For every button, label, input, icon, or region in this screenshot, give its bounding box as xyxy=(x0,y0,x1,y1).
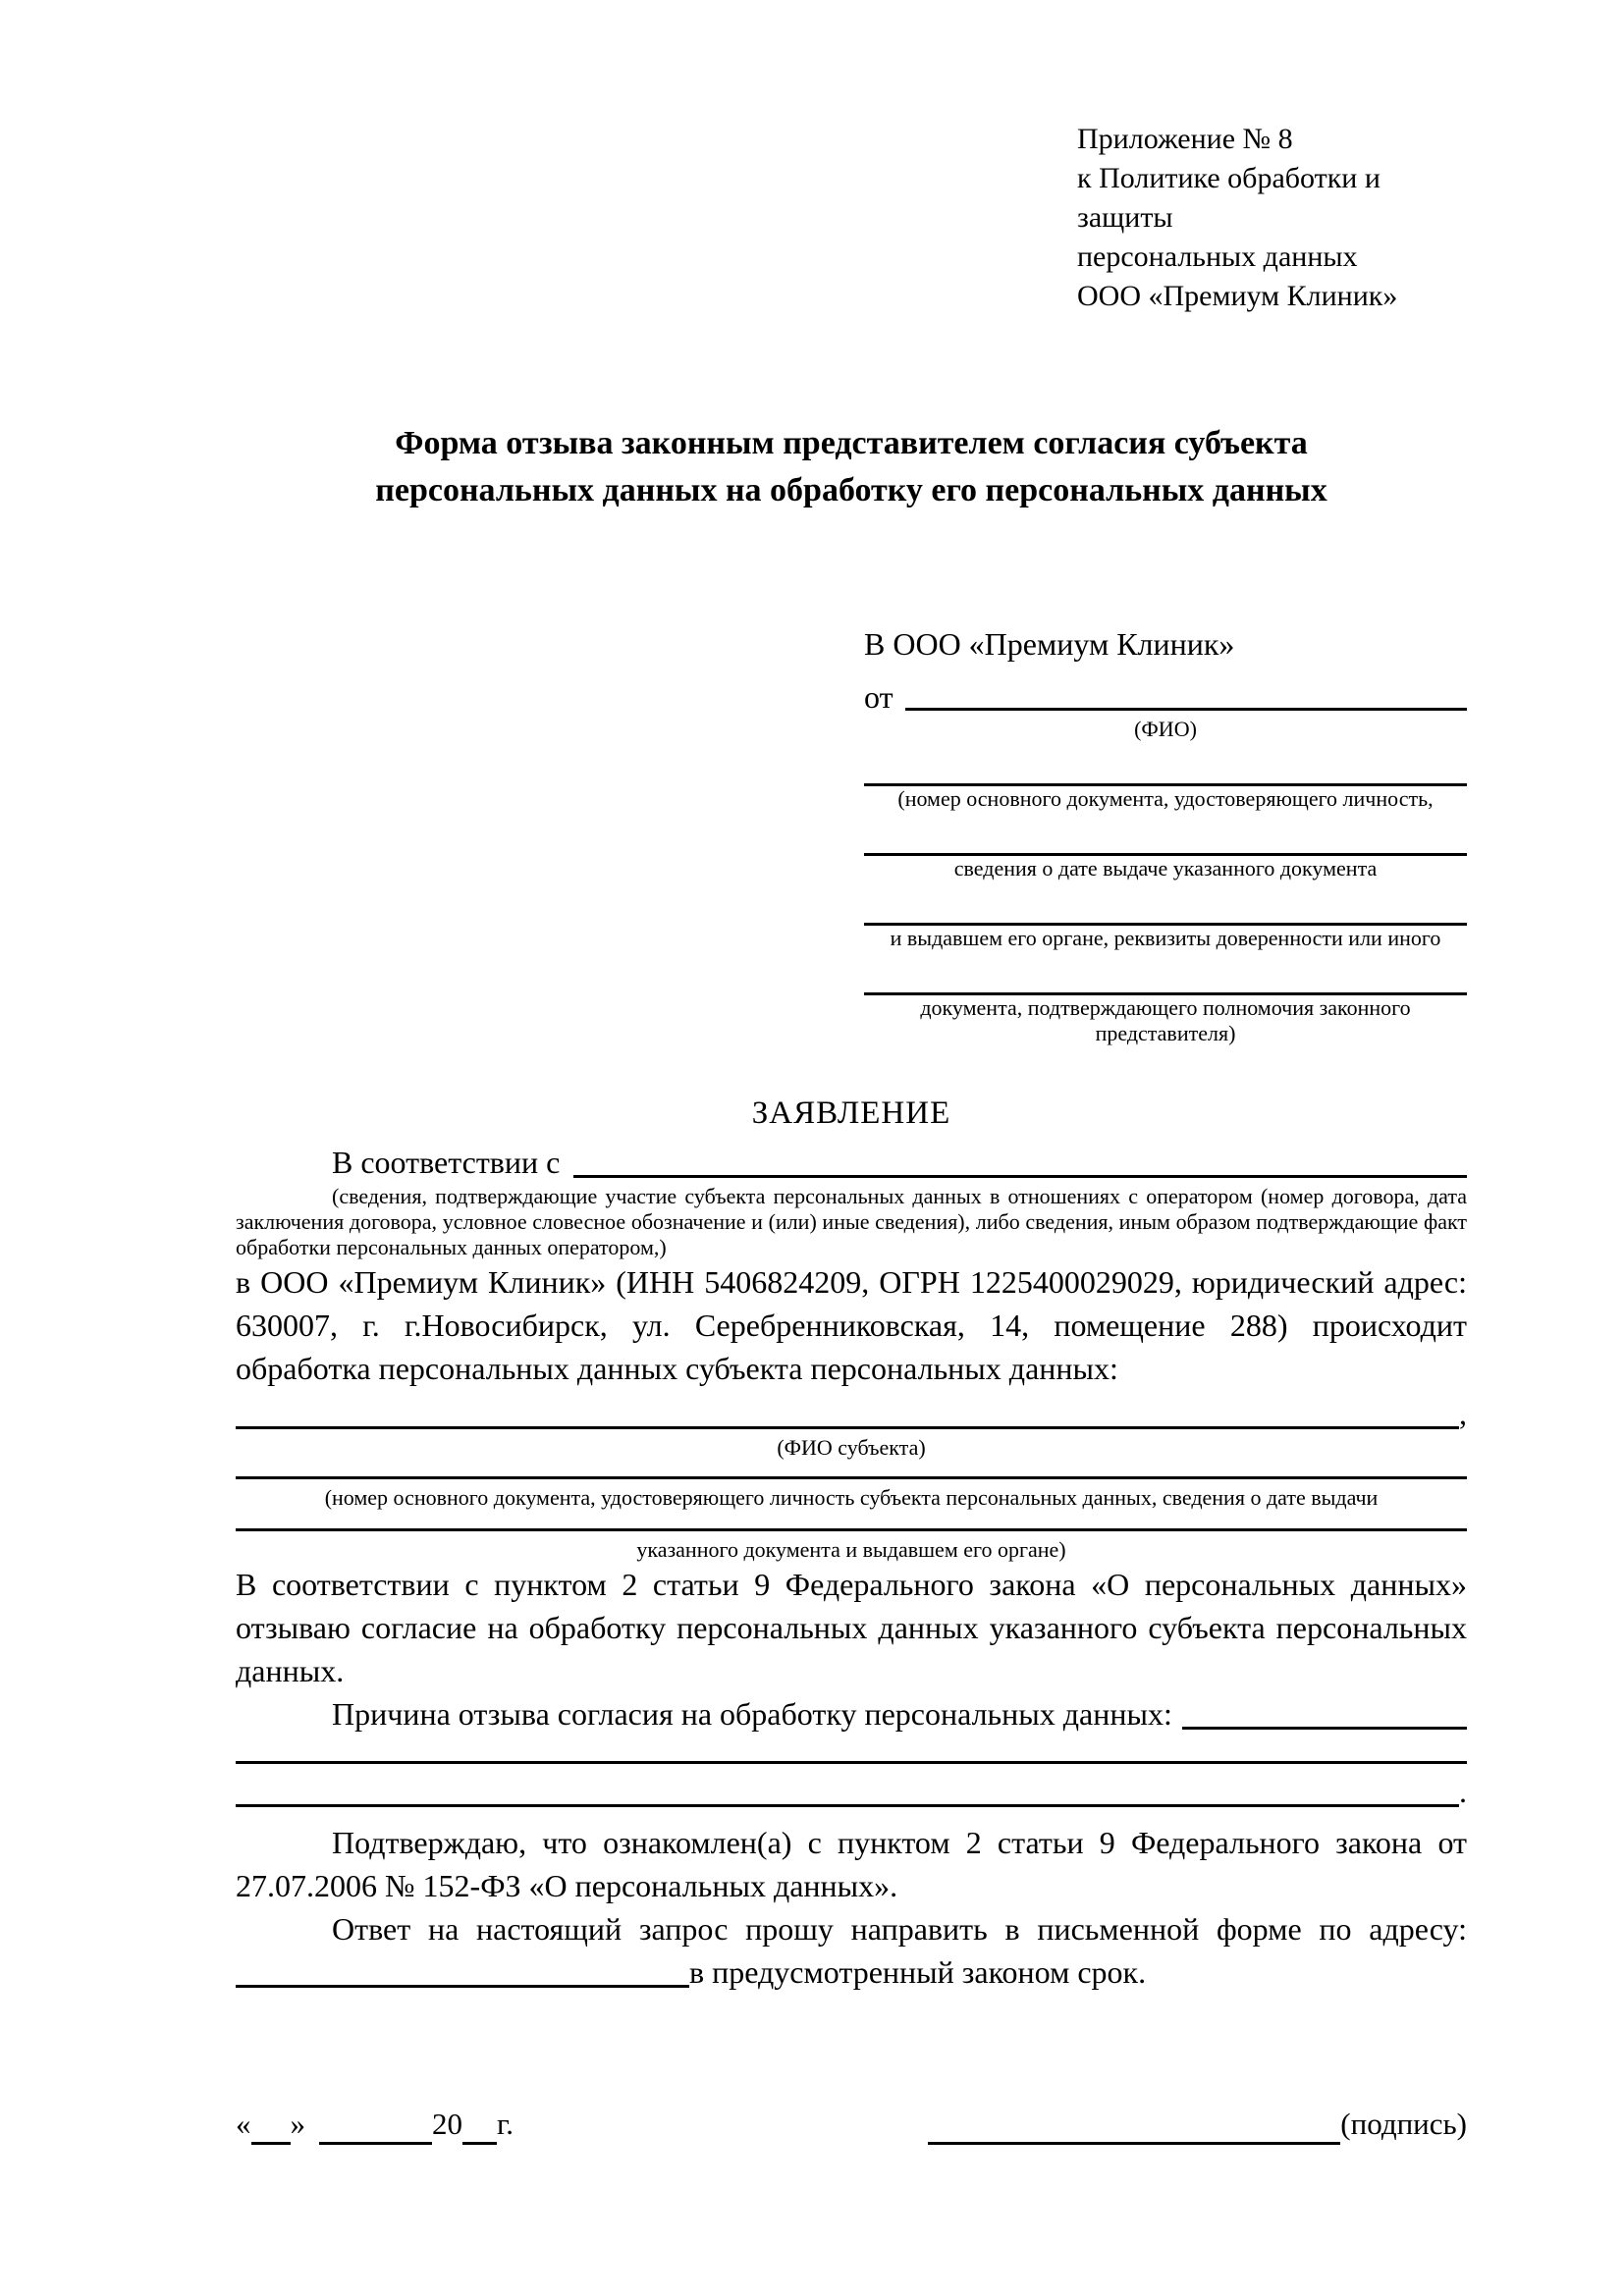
date-field xyxy=(236,2104,514,2145)
subject-doc-field-2 xyxy=(236,1528,1467,1537)
date-year-blank xyxy=(462,2104,497,2145)
signature-caption: (подпись) xyxy=(1340,2107,1467,2141)
subject-name-caption: (ФИО субъекта) xyxy=(777,1435,926,1460)
appendix-line: Приложение № 8 xyxy=(1077,123,1293,155)
from-field xyxy=(864,677,1467,717)
confirmation-paragraph: Подтверждаю, что ознакомлен(а) с пунктом 2 статьи 9 Федерального закона от 27.07.2006 № 152-ФЗ «О персональных данных». xyxy=(236,1825,1467,1903)
withdrawal-paragraph: В соответствии с пунктом 2 статьи 9 Федерального закона «О персональных данных» отзываю согласие на обработку персональных данных указанного субъекта персональных данных. xyxy=(236,1567,1467,1688)
from-blank-line xyxy=(905,708,1467,711)
trailing-period: . xyxy=(1459,1774,1467,1809)
date-close-quote: » xyxy=(290,2107,305,2141)
appendix-line: персональных данных xyxy=(1077,240,1358,273)
title-line: персональных данных на обработку его персональных данных xyxy=(375,472,1327,508)
subject-doc-blank-line-1 xyxy=(236,1476,1467,1479)
reason-blank-line xyxy=(1182,1727,1467,1730)
date-month-blank xyxy=(319,2104,432,2145)
subject-doc-blank-line-2 xyxy=(236,1528,1467,1531)
date-year-suffix: г. xyxy=(497,2107,514,2141)
authority-doc-blank-line xyxy=(864,951,1467,995)
subject-doc-caption-2: указанного документа и выдавшем его органе) xyxy=(636,1537,1066,1562)
reason-blank-field-3 xyxy=(236,1770,1467,1813)
fio-caption: (ФИО) xyxy=(1134,717,1197,741)
operator-paragraph: в ООО «Премиум Клиник» (ИНН 5406824209, ОГРН 1225400029029, юридический адрес: 630007, г. г.Новосибирск, ул. Серебренниковская, 14, помещение 288) происходит обработка персональных данных субъекта персональных данных: xyxy=(236,1264,1467,1386)
appendix-note xyxy=(1077,120,1467,316)
statement-heading: ЗАЯВЛЕНИЕ xyxy=(751,1095,951,1131)
reason-blank-line-2 xyxy=(236,1761,1467,1764)
reply-address-paragraph: Ответ на настоящий запрос прошу направить в письменной форме по адресу: xyxy=(332,1911,1467,1947)
date-day-blank xyxy=(251,2104,291,2145)
title-line: Форма отзыва законным представителем согласия субъекта xyxy=(395,425,1308,461)
issue-date-caption: сведения о дате выдаче указанного документа xyxy=(953,856,1378,881)
issuing-authority-blank-line xyxy=(864,881,1467,926)
reason-field xyxy=(236,1692,1467,1735)
basis-field xyxy=(236,1141,1467,1184)
subject-doc-field-1 xyxy=(236,1476,1467,1485)
appendix-line: ООО «Премиум Клиник» xyxy=(1077,280,1398,312)
signature-field xyxy=(928,2104,1467,2145)
basis-blank-line xyxy=(573,1175,1467,1178)
addressee-block xyxy=(864,624,1467,1046)
authority-doc-caption: документа, подтверждающего полномочия законного представителя) xyxy=(920,995,1411,1045)
date-year-prefix: 20 xyxy=(432,2107,462,2141)
reason-label: Причина отзыва согласия на обработку персональных данных: xyxy=(332,1696,1172,1732)
document-title xyxy=(236,420,1467,514)
subject-name-blank-line xyxy=(236,1426,1459,1429)
subject-name-field xyxy=(236,1392,1467,1435)
basis-note: (сведения, подтверждающие участие субъекта персональных данных в отношениях с оператором (номер договора, дата заключения договора, условное словесное обозначение и (или) иные сведения), либо сведения, иным образом подтверждающие факт обработки персональных данных оператором,) xyxy=(236,1184,1467,1259)
footer-row xyxy=(236,2104,1467,2145)
subject-doc-caption-1: (номер основного документа, удостоверяющего личность субъекта персональных данных, сведения о дате выдачи xyxy=(324,1485,1379,1510)
signature-blank-line xyxy=(928,2104,1340,2145)
identity-doc-caption: (номер основного документа, удостоверяющего личность, xyxy=(897,786,1434,811)
reply-deadline-text: в предусмотренный законом срок. xyxy=(689,1954,1147,1990)
addressee-organization: В ООО «Премиум Клиник» xyxy=(864,626,1235,662)
identity-doc-blank-line xyxy=(864,742,1467,786)
appendix-line: к Политике обработки и защиты xyxy=(1077,162,1380,234)
basis-label: В соответствии с xyxy=(332,1145,561,1180)
issue-date-blank-line xyxy=(864,812,1467,856)
trailing-comma: , xyxy=(1459,1396,1467,1431)
reply-address-field xyxy=(236,1950,1467,1994)
date-open-quote: « xyxy=(236,2107,251,2141)
spacer xyxy=(305,2104,319,2145)
from-label: от xyxy=(864,679,893,715)
reason-blank-line-3 xyxy=(236,1804,1459,1807)
address-blank-line xyxy=(236,1985,689,1988)
reason-blank-field-2 xyxy=(236,1761,1467,1770)
issuing-authority-caption: и выдавшем его органе, реквизиты доверенности или иного xyxy=(890,926,1441,950)
